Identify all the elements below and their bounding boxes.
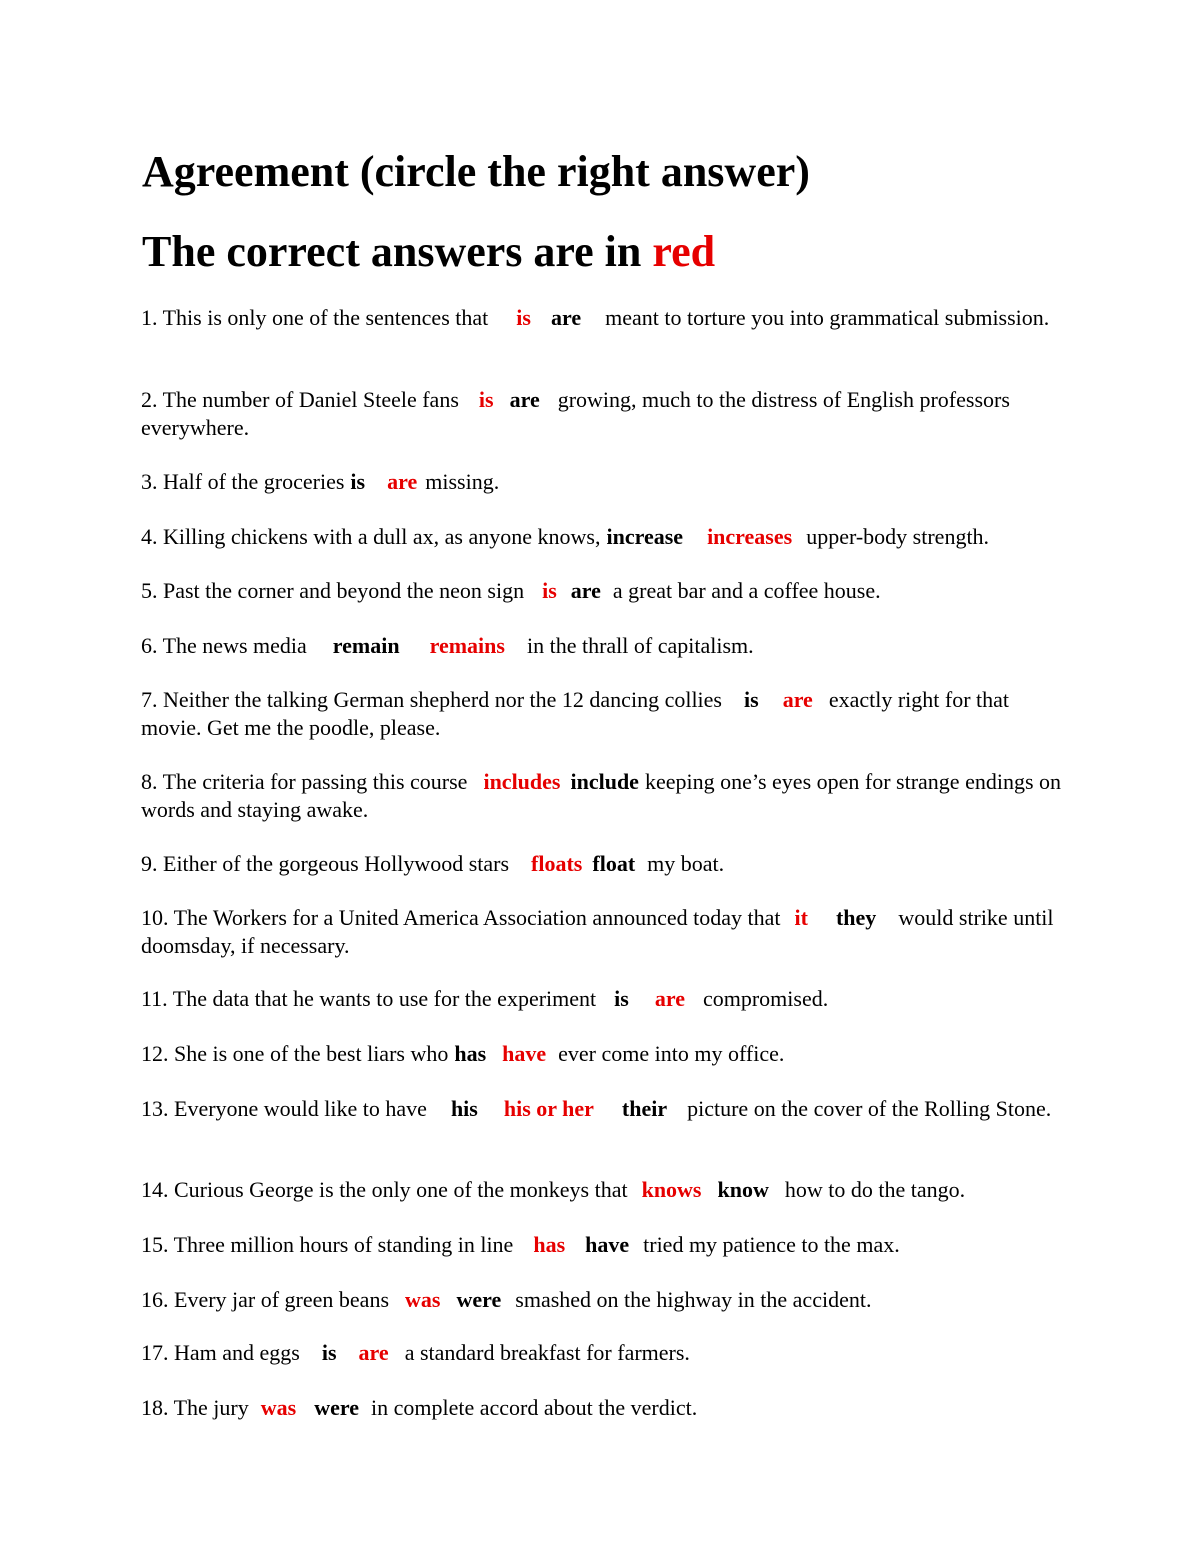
question-text: 12. She is one of the best liars who bbox=[141, 1041, 449, 1066]
choice-incorrect[interactable]: is bbox=[321, 1340, 337, 1365]
choice-incorrect[interactable]: increase bbox=[606, 524, 684, 549]
question-text: 3. Half of the groceries bbox=[141, 469, 345, 494]
choice-incorrect[interactable]: has bbox=[454, 1041, 487, 1066]
choice-incorrect[interactable]: they bbox=[835, 905, 877, 930]
question-text-end: compromised. bbox=[702, 986, 829, 1011]
question-text-end: upper-body strength. bbox=[806, 524, 990, 549]
question-10 bbox=[141, 904, 1071, 960]
question-text: 14. Curious George is the only one of the monkeys that bbox=[141, 1177, 628, 1202]
choice-correct[interactable]: floats bbox=[531, 851, 583, 876]
question-text-end: my boat. bbox=[647, 851, 725, 876]
choice-correct[interactable]: are bbox=[387, 469, 418, 494]
question-text-end: missing. bbox=[425, 469, 500, 494]
question-text: 4. Killing chickens with a dull ax, as anyone knows, bbox=[141, 524, 601, 549]
choice-correct[interactable]: increases bbox=[707, 524, 793, 549]
page-title: Agreement (circle the right answer) bbox=[142, 147, 810, 196]
choice-incorrect[interactable]: float bbox=[592, 851, 636, 876]
choice-incorrect[interactable]: their bbox=[621, 1096, 668, 1121]
choice-correct[interactable]: remains bbox=[429, 633, 505, 658]
question-text: 2. The number of Daniel Steele fans bbox=[141, 387, 459, 412]
question-4 bbox=[141, 523, 1071, 551]
question-16 bbox=[141, 1286, 1071, 1314]
question-text: 5. Past the corner and beyond the neon sign bbox=[141, 578, 525, 603]
question-text-end: growing, much to the distress of English professors everywhere. bbox=[141, 387, 1010, 440]
choice-correct[interactable]: knows bbox=[641, 1177, 702, 1202]
question-text-end: ever come into my office. bbox=[558, 1041, 785, 1066]
choice-correct[interactable]: was bbox=[405, 1287, 441, 1312]
choice-incorrect[interactable]: are bbox=[550, 305, 582, 330]
choice-correct[interactable]: has bbox=[533, 1232, 566, 1257]
choice-correct[interactable]: it bbox=[794, 905, 808, 930]
choice-incorrect[interactable]: is bbox=[614, 986, 629, 1011]
question-7 bbox=[141, 686, 1071, 742]
question-text-end: a great bar and a coffee house. bbox=[612, 578, 881, 603]
question-text: 6. The news media bbox=[141, 633, 307, 658]
question-12 bbox=[141, 1040, 1071, 1068]
question-2 bbox=[141, 386, 1071, 442]
question-8 bbox=[141, 768, 1071, 824]
question-text: 15. Three million hours of standing in line bbox=[141, 1232, 514, 1257]
question-text-end: exactly right for that movie. Get me the poodle, please. bbox=[141, 687, 1010, 740]
question-text-end: keeping one’s eyes open for strange endings on words and staying awake. bbox=[141, 769, 1062, 822]
question-text: 18. The jury bbox=[141, 1395, 249, 1420]
question-text: 16. Every jar of green beans bbox=[141, 1287, 390, 1312]
choice-incorrect[interactable]: were bbox=[314, 1395, 359, 1420]
choice-incorrect[interactable]: remain bbox=[332, 633, 400, 658]
page-subtitle bbox=[142, 222, 715, 282]
question-13 bbox=[141, 1095, 1071, 1123]
question-15 bbox=[141, 1231, 1071, 1259]
choice-correct[interactable]: are bbox=[358, 1340, 389, 1365]
question-text: 10. The Workers for a United America Association announced today that bbox=[141, 905, 781, 930]
question-17 bbox=[141, 1339, 1071, 1367]
question-text: 13. Everyone would like to have bbox=[141, 1096, 427, 1121]
question-text-end: would strike until doomsday, if necessary. bbox=[141, 905, 1054, 958]
choice-incorrect[interactable]: have bbox=[585, 1232, 630, 1257]
choice-incorrect[interactable]: are bbox=[570, 578, 601, 603]
question-3 bbox=[141, 468, 1071, 496]
question-text: 11. The data that he wants to use for the experiment bbox=[141, 986, 597, 1011]
choice-incorrect[interactable]: is bbox=[350, 469, 366, 494]
question-text-end: a standard breakfast for farmers. bbox=[404, 1340, 690, 1365]
choice-correct[interactable]: have bbox=[502, 1041, 547, 1066]
question-text-end: tried my patience to the max. bbox=[643, 1232, 900, 1257]
question-6 bbox=[141, 632, 1071, 660]
question-text-end: smashed on the highway in the accident. bbox=[515, 1287, 872, 1312]
choice-incorrect[interactable]: were bbox=[456, 1287, 502, 1312]
question-text: 8. The criteria for passing this course bbox=[141, 769, 468, 794]
question-18 bbox=[141, 1394, 1071, 1422]
question-text-end: picture on the cover of the Rolling Stone. bbox=[687, 1096, 1052, 1121]
question-text: 7. Neither the talking German shepherd nor the 12 dancing collies bbox=[141, 687, 722, 712]
choice-incorrect[interactable]: include bbox=[570, 769, 639, 794]
question-text: 9. Either of the gorgeous Hollywood stars bbox=[141, 851, 510, 876]
choice-correct[interactable]: is bbox=[542, 578, 557, 603]
question-1 bbox=[141, 304, 1071, 332]
subtitle-text: The correct answers are in bbox=[142, 227, 642, 276]
choice-correct[interactable]: his or her bbox=[503, 1096, 594, 1121]
choice-incorrect[interactable]: know bbox=[717, 1177, 769, 1202]
choice-correct[interactable]: is bbox=[516, 305, 531, 330]
question-text-end: in complete accord about the verdict. bbox=[371, 1395, 698, 1420]
question-5 bbox=[141, 577, 1071, 605]
question-text: 17. Ham and eggs bbox=[141, 1340, 300, 1365]
question-text-end: meant to torture you into grammatical submission. bbox=[605, 305, 1050, 330]
question-11 bbox=[141, 985, 1071, 1013]
question-text: 1. This is only one of the sentences that bbox=[141, 305, 489, 330]
choice-correct[interactable]: are bbox=[654, 986, 685, 1011]
question-text-end: how to do the tango. bbox=[784, 1177, 966, 1202]
choice-correct[interactable]: is bbox=[478, 387, 494, 412]
choice-incorrect[interactable]: is bbox=[744, 687, 759, 712]
question-9 bbox=[141, 850, 1071, 878]
choice-incorrect[interactable]: his bbox=[450, 1096, 478, 1121]
choice-correct[interactable]: was bbox=[260, 1395, 297, 1420]
choice-incorrect[interactable]: are bbox=[509, 387, 540, 412]
choice-correct[interactable]: are bbox=[782, 687, 813, 712]
question-text-end: in the thrall of capitalism. bbox=[526, 633, 754, 658]
subtitle-red-word: red bbox=[652, 227, 716, 276]
choice-correct[interactable]: includes bbox=[483, 769, 561, 794]
question-14 bbox=[141, 1176, 1071, 1204]
